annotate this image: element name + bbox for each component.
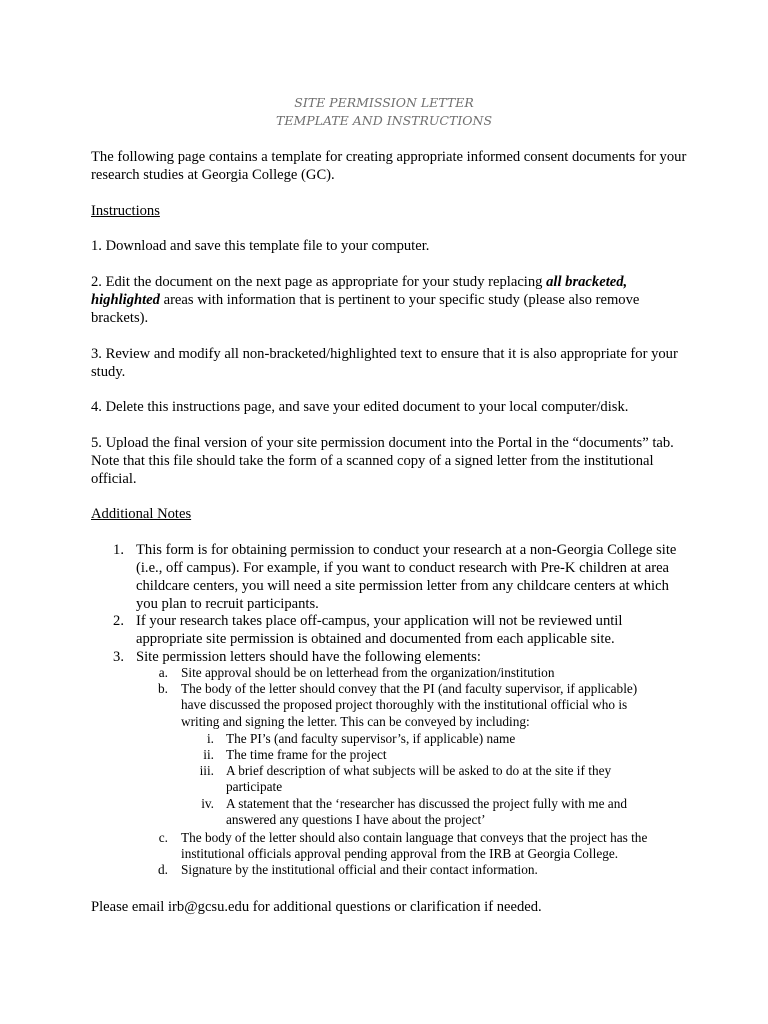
step-5: 5. Upload the final version of your site permission document into the Portal in the “documents” tab. Note that this file should take the form of a scanned copy of a signed letter from the institutional official. (91, 435, 674, 487)
element-a-text: Site approval should be on letterhead from the organization/institution (181, 665, 555, 680)
element-c-letter: c. (158, 830, 168, 845)
element-d-letter: d. (158, 862, 168, 877)
note-2-number: 2. (113, 613, 124, 629)
element-d-text: Signature by the institutional official and their contact information. (181, 862, 538, 877)
intro-paragraph: The following page contains a template for creating appropriate informed consent documents for your research studies at Georgia College (GC). (91, 149, 687, 183)
sub-i-text: The PI’s (and faculty supervisor’s, if applicable) name (226, 731, 516, 746)
element-b-text: The body of the letter should convey that the PI (and faculty supervisor, if applicable) have discussed the proposed project thoroughly with the institutional official who is writing and signing the letter. This can be conveyed by including: (181, 681, 638, 729)
element-c-text: The body of the letter should also contain language that conveys that the project has the institutional officials approval pending approval from the IRB at Georgia College. (181, 830, 648, 862)
element-a-letter: a. (158, 665, 168, 680)
element-b-letter: b. (158, 681, 168, 696)
title-line-2: TEMPLATE AND INSTRUCTIONS (275, 112, 493, 128)
note-3-number: 3. (113, 649, 124, 665)
additional-notes-heading: Additional Notes (91, 506, 192, 522)
document-title (0, 94, 768, 129)
sub-ii-text: The time frame for the project (226, 747, 387, 762)
step-2 (91, 273, 691, 327)
instructions-heading: Instructions (91, 203, 160, 219)
closing-paragraph: Please email irb@gcsu.edu for additional questions or clarification if needed. (91, 899, 542, 915)
note-3-text: Site permission letters should have the following elements: (136, 649, 481, 665)
sub-iv-text: A statement that the ‘researcher has discussed the project fully with me and answered any questions I have about the project’ (226, 796, 627, 828)
note-2-text: If your research takes place off-campus, your application will not be reviewed until appropriate site permission is obtained and documented from each applicable site. (136, 613, 623, 647)
step-2-emphasis: all bracketed, highlighted (91, 274, 628, 308)
sub-i-number: i. (206, 731, 214, 746)
step-3: 3. Review and modify all non-bracketed/highlighted text to ensure that it is also appropriate for your study. (91, 346, 678, 380)
note-1-number: 1. (113, 542, 124, 558)
step-2-text-start: 2. Edit the document on the next page as appropriate for your study replacing (91, 274, 547, 290)
sub-iii-number: iii. (199, 763, 214, 778)
sub-iv-number: iv. (201, 796, 214, 811)
step-2-text-end: areas with information that is pertinent to your specific study (please also remove brackets). (91, 292, 640, 326)
sub-iii-text: A brief description of what subjects will be asked to do at the site if they participate (226, 763, 612, 795)
note-1-text: This form is for obtaining permission to conduct your research at a non-Georgia College site (i.e., off campus). For example, if you want to conduct research with Pre-K children at area childcare centers, you will need a site permission letter from any childcare centers at which you plan to recruit participants. (136, 542, 677, 612)
title-line-1: SITE PERMISSION LETTER (294, 95, 474, 110)
step-4: 4. Delete this instructions page, and save your edited document to your local computer/disk. (91, 399, 629, 415)
step-1: 1. Download and save this template file to your computer. (91, 238, 430, 254)
sub-ii-number: ii. (203, 747, 214, 762)
